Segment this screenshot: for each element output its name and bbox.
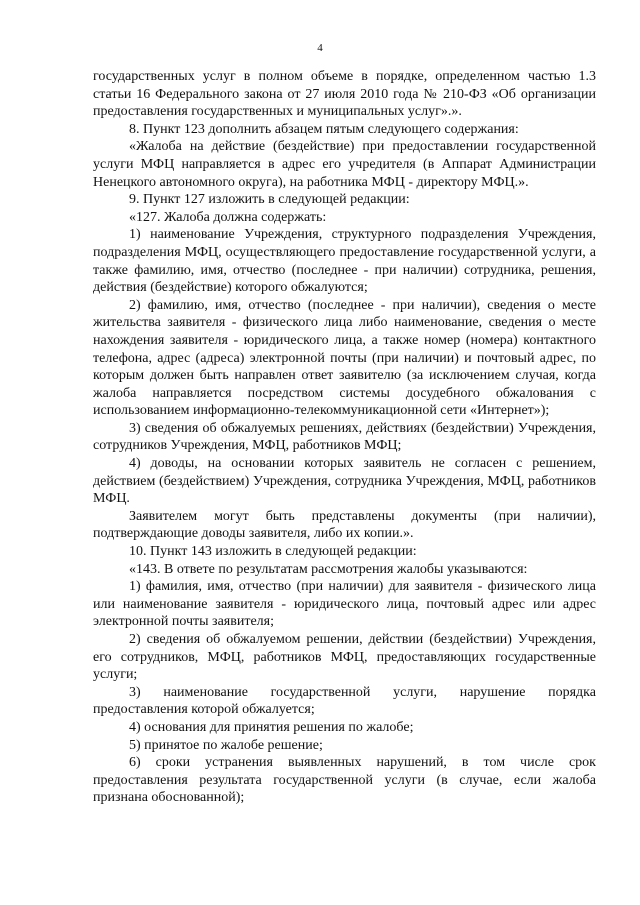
document-body bbox=[93, 68, 596, 807]
paragraph: «143. В ответе по результатам рассмотрения жалобы указываются: bbox=[129, 561, 528, 577]
paragraph: 10. Пункт 143 изложить в следующей редакции: bbox=[129, 544, 417, 560]
page-number: 4 bbox=[317, 42, 323, 54]
paragraph: 9. Пункт 127 изложить в следующей редакции: bbox=[129, 192, 410, 208]
list-item: 2) фамилию, имя, отчество (последнее - при наличии), сведения о месте жительства заявителя - физического лица либо наименование, сведения о месте нахождения заявителя - юридического лица, а также номер (номера) контактного телефона, адрес (адреса) электронной почты (при наличии) и почтовый адрес, по которым должен быть направлен ответ заявителю (за исключением случая, когда жалоба направляется посредством системы досудебного обжалования с использованием информационно-телекоммуникационной сети «Интернет»); bbox=[93, 297, 596, 419]
list-item: 6) сроки устранения выявленных нарушений, в том числе срок предоставления результата государственной услуги (в случае, если жалоба признана обоснованной); bbox=[93, 755, 596, 806]
list-item: 4) основания для принятия решения по жалобе; bbox=[129, 719, 414, 735]
paragraph: Заявителем могут быть представлены документы (при наличии), подтверждающие доводы заявителя, либо их копии.». bbox=[93, 508, 596, 542]
list-item: 4) доводы, на основании которых заявитель не согласен с решением, действием (бездействием) Учреждения, сотрудника Учреждения, МФЦ, работников МФЦ. bbox=[93, 456, 596, 507]
list-item: 1) наименование Учреждения, структурного подразделения Учреждения, подразделения МФЦ, осуществляющего предоставление государственной услуги, а также фамилию, имя, отчество (последнее - при наличии) сотрудника, решения, действия (бездействие) которого обжалуются; bbox=[93, 227, 596, 296]
paragraph: государственных услуг в полном объеме в порядке, определенном частью 1.3 статьи 16 Федерального закона от 27 июля 2010 года № 210-ФЗ «Об организации предоставления государственных и муниципальных услуг».». bbox=[93, 69, 596, 120]
list-item: 3) наименование государственной услуги, нарушение порядка предоставления которой обжалуется; bbox=[93, 684, 596, 718]
list-item: 3) сведения об обжалуемых решениях, действиях (бездействии) Учреждения, сотрудников Учреждения, МФЦ, работников МФЦ; bbox=[93, 420, 596, 454]
list-item: 5) принятое по жалобе решение; bbox=[129, 737, 323, 753]
list-item: 2) сведения об обжалуемом решении, действии (бездействии) Учреждения, его сотрудников, МФЦ, работников МФЦ, предоставляющих государственные услуги; bbox=[93, 632, 596, 683]
paragraph: «127. Жалоба должна содержать: bbox=[129, 209, 327, 225]
list-item: 1) фамилия, имя, отчество (при наличии) для заявителя - физического лица или наименование заявителя - юридического лица, почтовый адрес или адрес электронной почты заявителя; bbox=[93, 579, 596, 630]
paragraph: 8. Пункт 123 дополнить абзацем пятым следующего содержания: bbox=[129, 121, 519, 137]
paragraph: «Жалоба на действие (бездействие) при предоставлении государственной услуги МФЦ направляется в адрес его учредителя (в Аппарат Администрации Ненецкого автономного округа), на работника МФЦ - директору МФЦ.». bbox=[93, 139, 596, 190]
